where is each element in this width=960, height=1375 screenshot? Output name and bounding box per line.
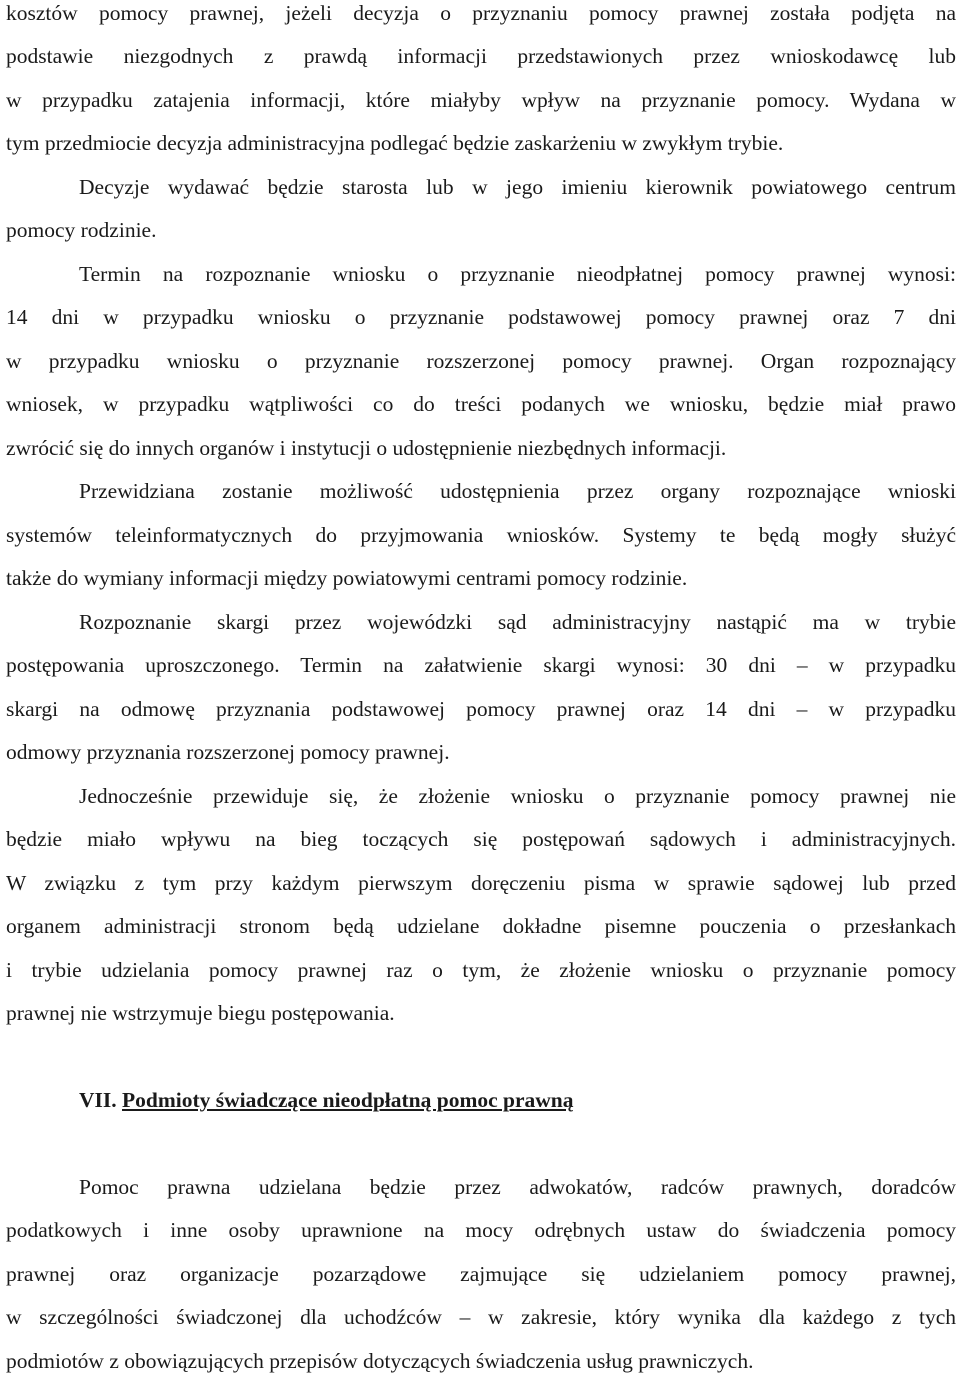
text-line: i trybie udzielania pomocy prawnej raz o tym, że złożenie wniosku o przyznanie pomocy [6, 958, 956, 982]
text-line: wniosek, w przypadku wątpliwości co do treści podanych we wniosku, będzie miał prawo [6, 392, 956, 416]
text-line: pomocy rodzinie. [6, 218, 157, 242]
text-line: podatkowych i inne osoby uprawnione na mocy odrębnych ustaw do świadczenia pomocy [6, 1218, 956, 1242]
text-line: postępowania uproszczonego. Termin na załatwienie skargi wynosi: 30 dni – w przypadku [6, 653, 956, 677]
text-line: odmowy przyznania rozszerzonej pomocy prawnej. [6, 740, 450, 764]
section-heading [79, 1087, 574, 1113]
text-line: organem administracji stronom będą udzielane dokładne pisemne pouczenia o przesłankach [6, 914, 956, 938]
text-line: zwrócić się do innych organów i instytucji o udostępnienie niezbędnych informacji. [6, 436, 727, 460]
text-line: 14 dni w przypadku wniosku o przyznanie podstawowej pomocy prawnej oraz 7 dni [6, 305, 956, 329]
text-line: Przewidziana zostanie możliwość udostępnienia przez organy rozpoznające wnioski [79, 479, 956, 503]
text-line: Termin na rozpoznanie wniosku o przyznanie nieodpłatnej pomocy prawnej wynosi: [79, 262, 956, 286]
text-line: skargi na odmowę przyznania podstawowej pomocy prawnej oraz 14 dni – w przypadku [6, 697, 956, 721]
text-line: w szczególności świadczonej dla uchodźców – w zakresie, który wynika dla każdego z tych [6, 1305, 956, 1329]
text-line: prawnej oraz organizacje pozarządowe zajmujące się udzielaniem pomocy prawnej, [6, 1262, 956, 1286]
text-line: w przypadku zatajenia informacji, które miałyby wpływ na przyznanie pomocy. Wydana w [6, 88, 956, 112]
text-line: kosztów pomocy prawnej, jeżeli decyzja o przyznaniu pomocy prawnej została podjęta na [6, 1, 956, 25]
text-line: Rozpoznanie skargi przez wojewódzki sąd administracyjny nastąpić ma w trybie [79, 610, 956, 634]
text-line: Jednocześnie przewiduje się, że złożenie wniosku o przyznanie pomocy prawnej nie [79, 784, 956, 808]
text-line: tym przedmiocie decyzja administracyjna podlegać będzie zaskarżeniu w zwykłym trybie. [6, 131, 784, 155]
text-line: w przypadku wniosku o przyznanie rozszerzonej pomocy prawnej. Organ rozpoznający [6, 349, 956, 373]
text-line: Decyzje wydawać będzie starosta lub w jego imieniu kierownik powiatowego centrum [79, 175, 956, 199]
text-line: będzie miało wpływu na bieg toczących się postępowań sądowych i administracyjnych. [6, 827, 956, 851]
text-line: Pomoc prawna udzielana będzie przez adwokatów, radców prawnych, doradców [79, 1175, 956, 1199]
section-number: VII. [79, 1088, 117, 1112]
text-line: prawnej nie wstrzymuje biegu postępowania. [6, 1001, 395, 1025]
text-line: W związku z tym przy każdym pierwszym doręczeniu pisma w sprawie sądowej lub przed [6, 871, 956, 895]
text-line: także do wymiany informacji między powiatowymi centrami pomocy rodzinie. [6, 566, 688, 590]
section-title: Podmioty świadczące nieodpłatną pomoc prawną [122, 1088, 574, 1112]
text-line: systemów teleinformatycznych do przyjmowania wniosków. Systemy te będą mogły służyć [6, 523, 956, 547]
text-line: podstawie niezgodnych z prawdą informacji przedstawionych przez wnioskodawcę lub [6, 44, 956, 68]
text-line: podmiotów z obowiązujących przepisów dotyczących świadczenia usług prawniczych. [6, 1349, 754, 1373]
